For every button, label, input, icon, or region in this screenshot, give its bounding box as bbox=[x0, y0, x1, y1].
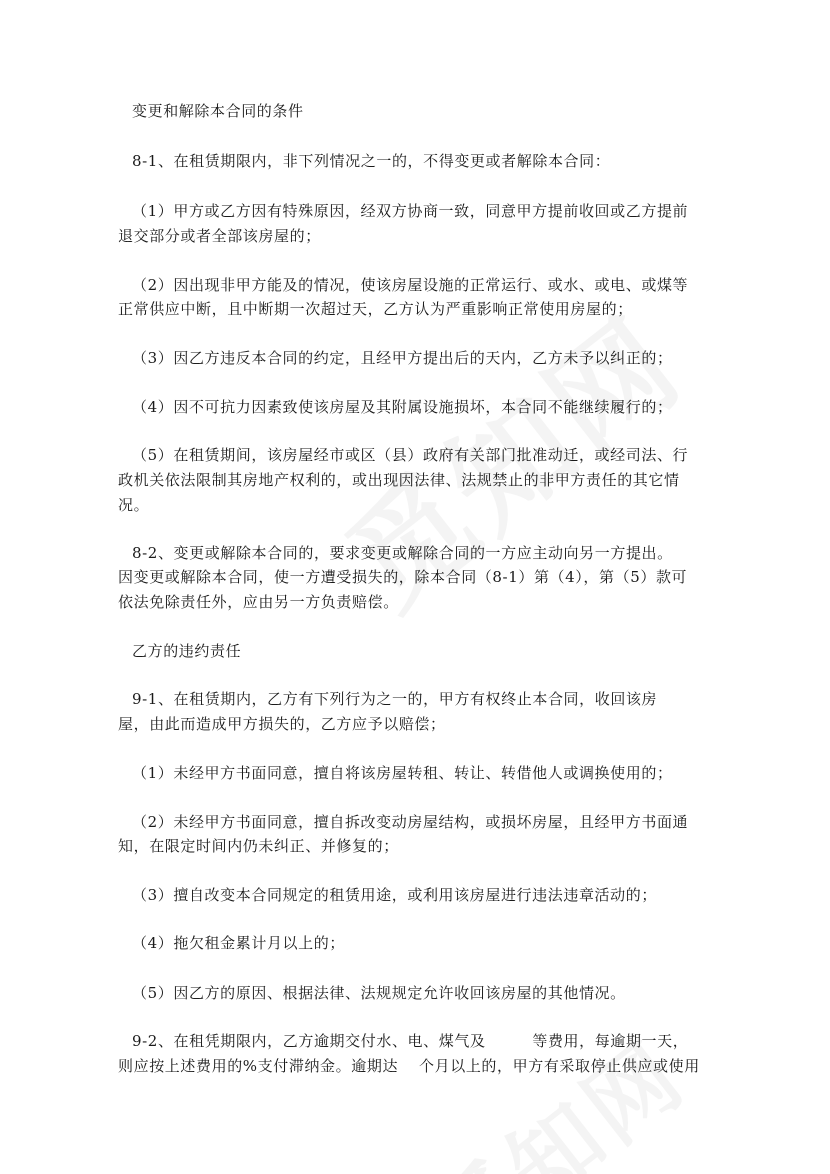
clause-item-line: （1）未经甲方书面同意，擅自将该房屋转租、转让、转借他人或调换使用的； bbox=[132, 764, 673, 782]
clause-item-line: 况。 bbox=[118, 496, 150, 514]
clause-item-line: 政机关依法限制其房地产权利的，或出现因法律、法规禁止的非甲方责任的其它情 bbox=[118, 471, 680, 489]
clause-item-line: （1）甲方或乙方因有特殊原因，经双方协商一致，同意甲方提前收回或乙方提前 bbox=[132, 202, 689, 220]
clause-item-line: 知，在限定时间内仍未纠正、并修复的； bbox=[118, 837, 399, 855]
clause-9-1: 9-1、在租赁期内，乙方有下列行为之一的，甲方有权终止本合同，收回该房 bbox=[132, 690, 658, 708]
clause-8-2: 依法免除责任外，应由另一方负责赔偿。 bbox=[118, 593, 399, 611]
clause-9-2: 则应按上述费用的%支付滞纳金。逾期达 个月以上的，甲方有采取停止供应或使用 bbox=[118, 1057, 700, 1075]
watermark-logo bbox=[401, 1005, 708, 1174]
clause-8-2: 8-2、变更或解除本合同的，要求变更或解除合同的一方应主动向另一方提出。 bbox=[132, 544, 673, 562]
clause-8-1: 8-1、在租赁期限内，非下列情况之一的，不得变更或者解除本合同： bbox=[132, 152, 611, 170]
clause-item-line: 退交部分或者全部该房屋的； bbox=[118, 227, 321, 245]
section-heading: 变更和解除本合同的条件 bbox=[132, 102, 304, 120]
clause-item-line: （3）擅自改变本合同规定的租赁用途，或利用该房屋进行违法违章活动的； bbox=[132, 886, 657, 904]
clause-9-2: 9-2、在租凭期限内，乙方逾期交付水、电、煤气及 等费用，每逾期一天， bbox=[132, 1032, 689, 1050]
clause-item-line: （5）在租赁期间，该房屋经市或区（县）政府有关部门批准动迁，或经司法、行 bbox=[132, 446, 689, 464]
section-heading: 乙方的违约责任 bbox=[132, 642, 242, 660]
clause-8-2: 因变更或解除本合同，使一方遭受损失的，除本合同（8-1）第（4），第（5）款可 bbox=[118, 568, 688, 586]
clause-item-line: （4）拖欠租金累计月以上的； bbox=[132, 934, 345, 952]
clause-item-line: （2）因出现非甲方能及的情况，使该房屋设施的正常运行、或水、或电、或煤等 bbox=[132, 276, 689, 294]
clause-item-line: （2）未经甲方书面同意，擅自拆改变动房屋结构，或损坏房屋，且经甲方书面通 bbox=[132, 813, 689, 831]
clause-item-line: （4）因不可抗力因素致使该房屋及其附属设施损坏，本合同不能继续履行的； bbox=[132, 398, 673, 416]
clause-item-line: （3）因乙方违反本合同的约定，且经甲方提出后的天内，乙方未予以纠正的； bbox=[132, 349, 673, 367]
clause-9-1: 屋，由此而造成甲方损失的，乙方应予以赔偿； bbox=[118, 715, 446, 733]
clause-item-line: （5）因乙方的原因、根据法律、法规规定允许收回该房屋的其他情况。 bbox=[132, 984, 626, 1002]
clause-item-line: 正常供应中断，且中断期一次超过天，乙方认为严重影响正常使用房屋的； bbox=[118, 300, 633, 318]
